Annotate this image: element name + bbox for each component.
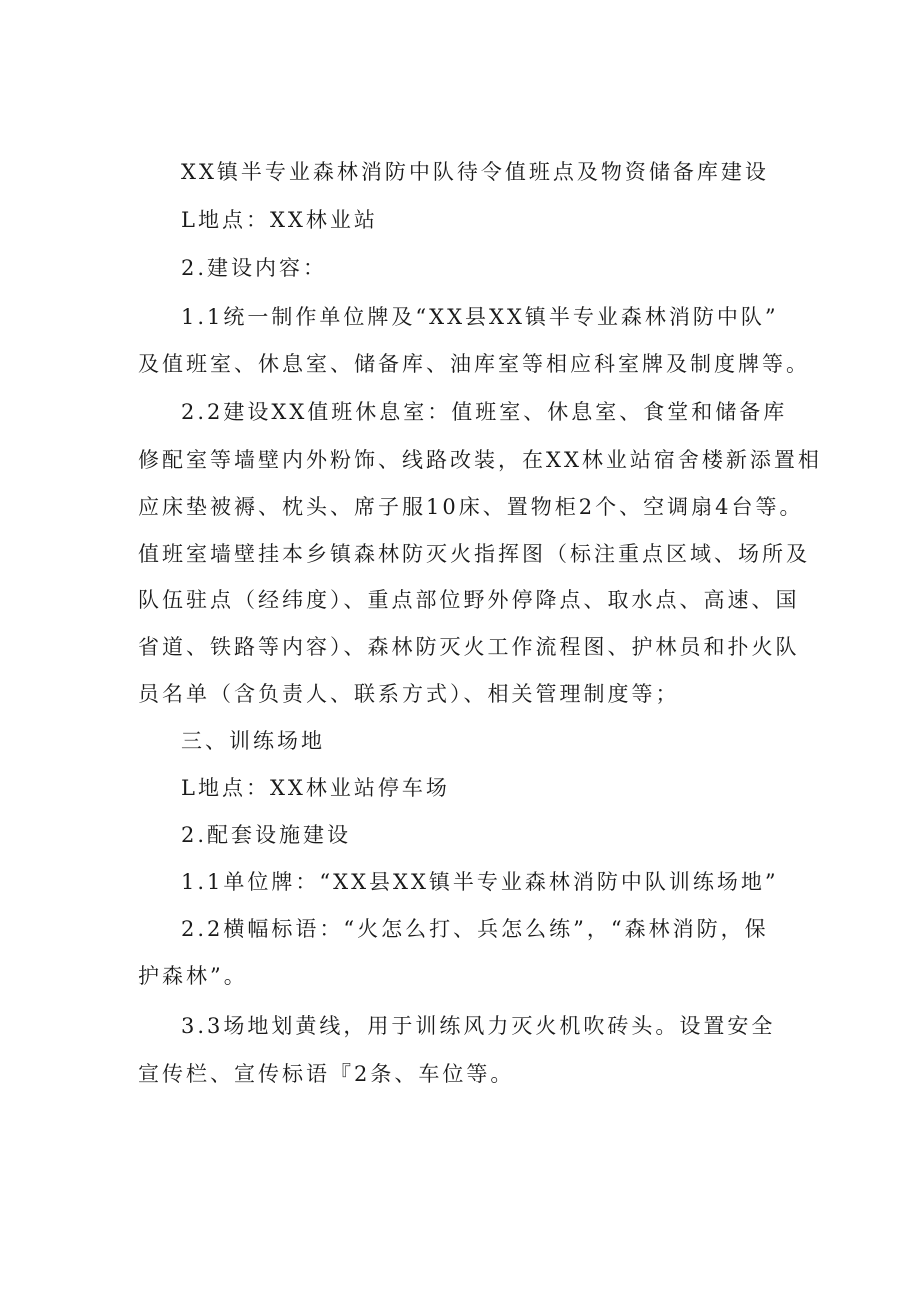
paragraph-line: 3.3场地划黄线，用于训练风力灭火机吹砖头。设置安全 xyxy=(181,1014,776,1038)
section-heading: XX镇半专业森林消防中队待令值班点及物资储备库建设 xyxy=(181,160,769,184)
paragraph-line: 队伍驻点（经纬度）、重点部位野外停降点、取水点、高速、国 xyxy=(138,588,800,612)
paragraph-line: 1.1统一制作单位牌及“XX县XX镇半专业森林消防中队” xyxy=(181,305,779,329)
paragraph-line: 及值班室、休息室、储备库、油库室等相应科室牌及制度牌等。 xyxy=(138,352,810,376)
location-line: L地点：XX林业站 xyxy=(181,208,378,232)
paragraph-line: 宣传栏、宣传标语『2条、车位等。 xyxy=(138,1062,515,1086)
location-line: L地点：XX林业站停车场 xyxy=(181,776,450,800)
paragraph-line: 护森林”。 xyxy=(138,964,248,988)
construction-title: 2.建设内容： xyxy=(181,256,328,280)
facilities-title: 2.配套设施建设 xyxy=(181,823,352,847)
paragraph-line: 省道、铁路等内容）、森林防灭火工作流程图、护林员和扑火队 xyxy=(138,635,800,659)
section-title: 三、训练场地 xyxy=(181,729,325,753)
paragraph-line: 1.1单位牌：“XX县XX镇半专业森林消防中队训练场地” xyxy=(181,870,779,894)
paragraph-line: 修配室等墙壁内外粉饰、线路改装，在XX林业站宿舍楼新添置相 xyxy=(138,448,822,472)
paragraph-line: 2.2横幅标语：“火怎么打、兵怎么练”，“森林消防，保 xyxy=(181,917,769,941)
paragraph-line: 应床垫被褥、枕头、席子服10床、置物柜2个、空调扇4台等。 xyxy=(138,495,804,519)
paragraph-line: 2.2建设XX值班休息室：值班室、休息室、食堂和储备库 xyxy=(181,400,788,424)
paragraph-line: 值班室墙壁挂本乡镇森林防灭火指挥图（标注重点区域、场所及 xyxy=(138,542,810,566)
paragraph-line: 员名单（含负责人、联系方式）、相关管理制度等； xyxy=(138,682,680,706)
